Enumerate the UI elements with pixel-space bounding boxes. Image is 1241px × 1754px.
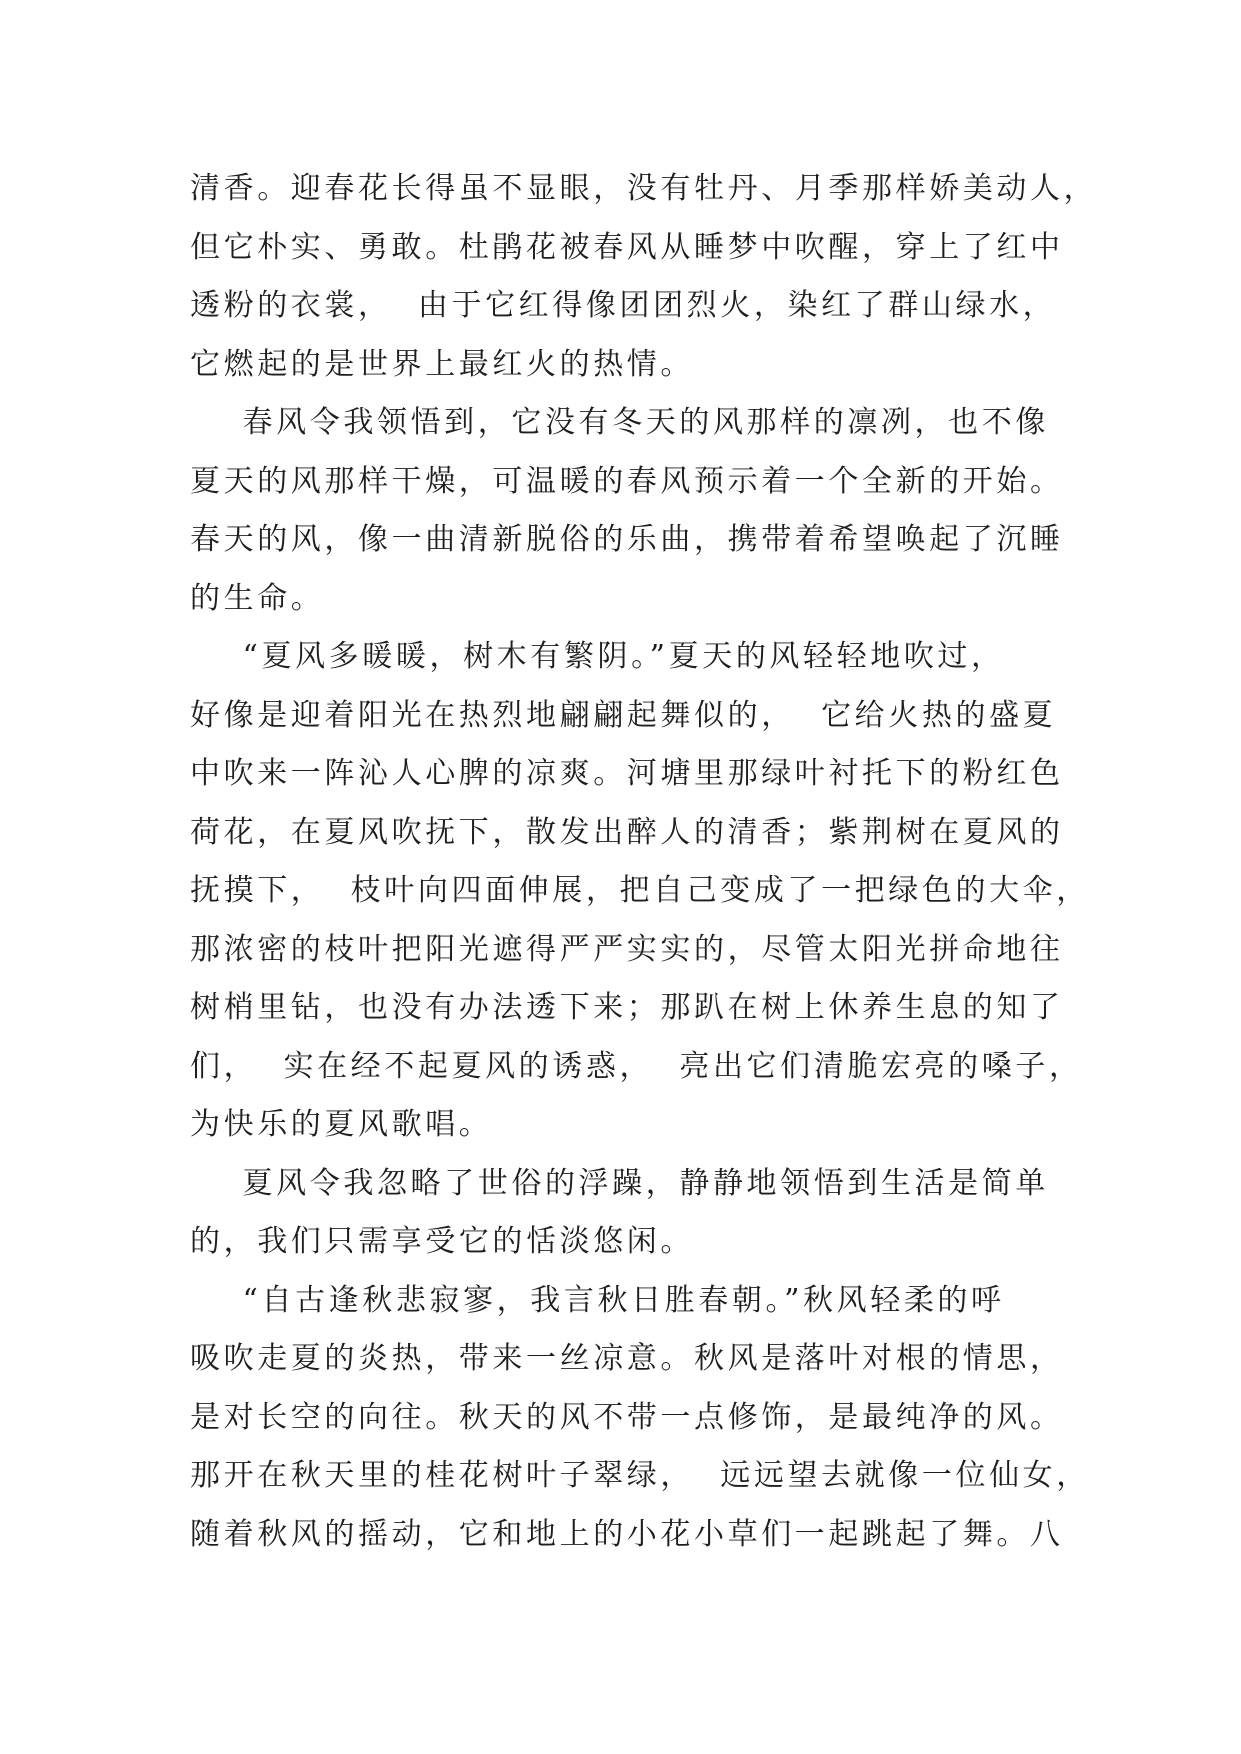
- text-line: 夏天的风那样干燥，可温暖的春风预示着一个全新的开始。: [190, 463, 1064, 499]
- text-line: 那开在秋天里的桂花树叶子翠绿， 远远望去就像一位仙女，: [190, 1458, 1090, 1493]
- text-line: 那浓密的枝叶把阳光遮得严严实实的，尽管太阳光拼命地往: [190, 931, 1064, 967]
- text-line: 的，我们只需享受它的恬淡悠闲。: [190, 1224, 694, 1259]
- text-line: 树梢里钻，也没有办法透下来；那趴在树上休养生息的知了: [190, 990, 1064, 1025]
- text-line: 春风令我领悟到，它没有冬天的风那样的凛冽，也不像: [190, 405, 1049, 440]
- text-line: 抚摸下， 枝叶向四面伸展，把自己变成了一把绿色的大伞，: [190, 873, 1090, 908]
- text-line: 透粉的衣裳， 由于它红得像团团烈火，染红了群山绿水，: [190, 288, 1057, 323]
- text-line: 的生命。: [190, 580, 325, 616]
- text-line: 荷花，在夏风吹抚下，散发出醉人的清香；紫荆树在夏风的: [190, 814, 1064, 850]
- text-line: 好像是迎着阳光在热烈地翩翩起舞似的， 它给火热的盛夏: [190, 697, 1057, 733]
- text-line: 是对长空的向往。秋天的风不带一点修饰，是最纯净的风。: [190, 1399, 1064, 1435]
- text-line: 们， 实在经不起夏风的诱惑， 亮出它们清脆宏亮的嗓子，: [190, 1048, 1083, 1084]
- text-line: 吸吹走夏的炎热，带来一丝凉意。秋风是落叶对根的情思，: [190, 1341, 1064, 1376]
- text-line: 随着秋风的摇动，它和地上的小花小草们一起跳起了舞。八: [190, 1516, 1064, 1552]
- text-line: 为快乐的夏风歌唱。: [190, 1107, 493, 1142]
- text-line: “自古逢秋悲寂寥，我言秋日胜春朝。”秋风轻柔的呼: [190, 1282, 1005, 1318]
- body-text: [190, 160, 1098, 1564]
- text-line: 它燃起的是世界上最红火的热情。: [190, 346, 694, 382]
- text-line: 但它朴实、勇敢。杜鹃花被春风从睡梦中吹醒，穿上了红中: [190, 229, 1064, 265]
- text-line: “夏风多暖暖，树木有繁阴。”夏天的风轻轻地吹过，: [190, 639, 1005, 674]
- text-line: 夏风令我忽略了世俗的浮躁，静静地领悟到生活是简单: [190, 1165, 1049, 1201]
- text-line: 中吹来一阵沁人心脾的凉爽。河塘里那绿叶衬托下的粉红色: [190, 756, 1064, 791]
- text-line: 春天的风，像一曲清新脱俗的乐曲，携带着希望唤起了沉睡: [190, 522, 1064, 557]
- text-line: 清香。迎春花长得虽不显眼，没有牡丹、月季那样娇美动人，: [190, 171, 1098, 206]
